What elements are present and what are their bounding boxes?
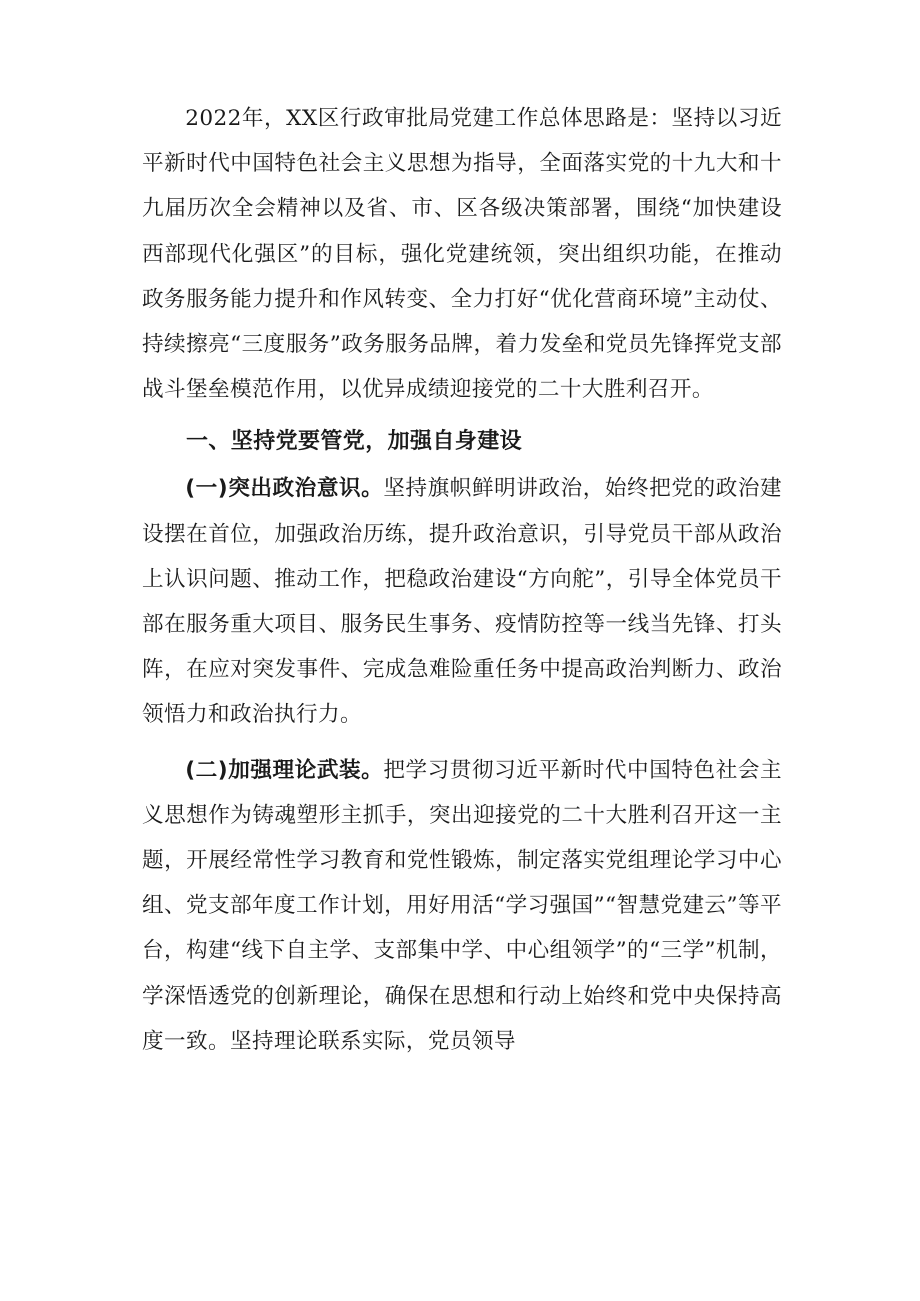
subsection-paragraph-2 [142, 748, 782, 1064]
document-page [142, 96, 782, 1064]
subsection-text-1: 坚持旗帜鲜明讲政治，始终把党的政治建设摆在首位，加强政治历练，提升政治意识，引导党员干部从政治上认识问题、推动工作，把稳政治建设“方向舵”，引导全体党员干部在服务重大项目、服务民生事务、疫情防控等一线当先锋、打头阵，在应对突发事件、完成急难险重任务中提高政治判断力、政治领悟力和政治执行力。 [142, 476, 783, 728]
subsection-lead-2: (二)加强理论武装。 [185, 757, 384, 783]
subsection-lead-1: (一)突出政治意识。 [185, 476, 384, 502]
section-heading: 一、坚持党要管党，加强自身建设 [186, 429, 523, 455]
subsection-paragraph-1 [142, 466, 782, 737]
intro-paragraph: 2022年，XX区行政审批局党建工作总体思路是：坚持以习近平新时代中国特色社会主义思想为指导，全面落实党的十九大和十九届历次全会精神以及省、市、区各级决策部署，围绕“加快建设西部现代化强区”的目标，强化党建统领，突出组织功能，在推动政务服务能力提升和作风转变、全力打好“优化营商环境”主动仗、持续擦亮“三度服务”政务服务品牌，着力发垒和党员先锋挥党支部战斗堡垒模范作用，以优异成绩迎接党的二十大胜利召开。 [142, 106, 782, 403]
subsection-text-2: 把学习贯彻习近平新时代中国特色社会主义思想作为铸魂塑形主抓手，突出迎接党的二十大胜利召开这一主题，开展经常性学习教育和党性锻炼，制定落实党组理论学习中心组、党支部年度工作计划，用好用活“学习强国”“智慧党建云”等平台，构建“线下自主学、支部集中学、中心组领学”的“三学”机制，学深悟透党的创新理论，确保在思想和行动上始终和党中央保持高度一致。坚持理论联系实际，党员领导 [142, 757, 783, 1054]
